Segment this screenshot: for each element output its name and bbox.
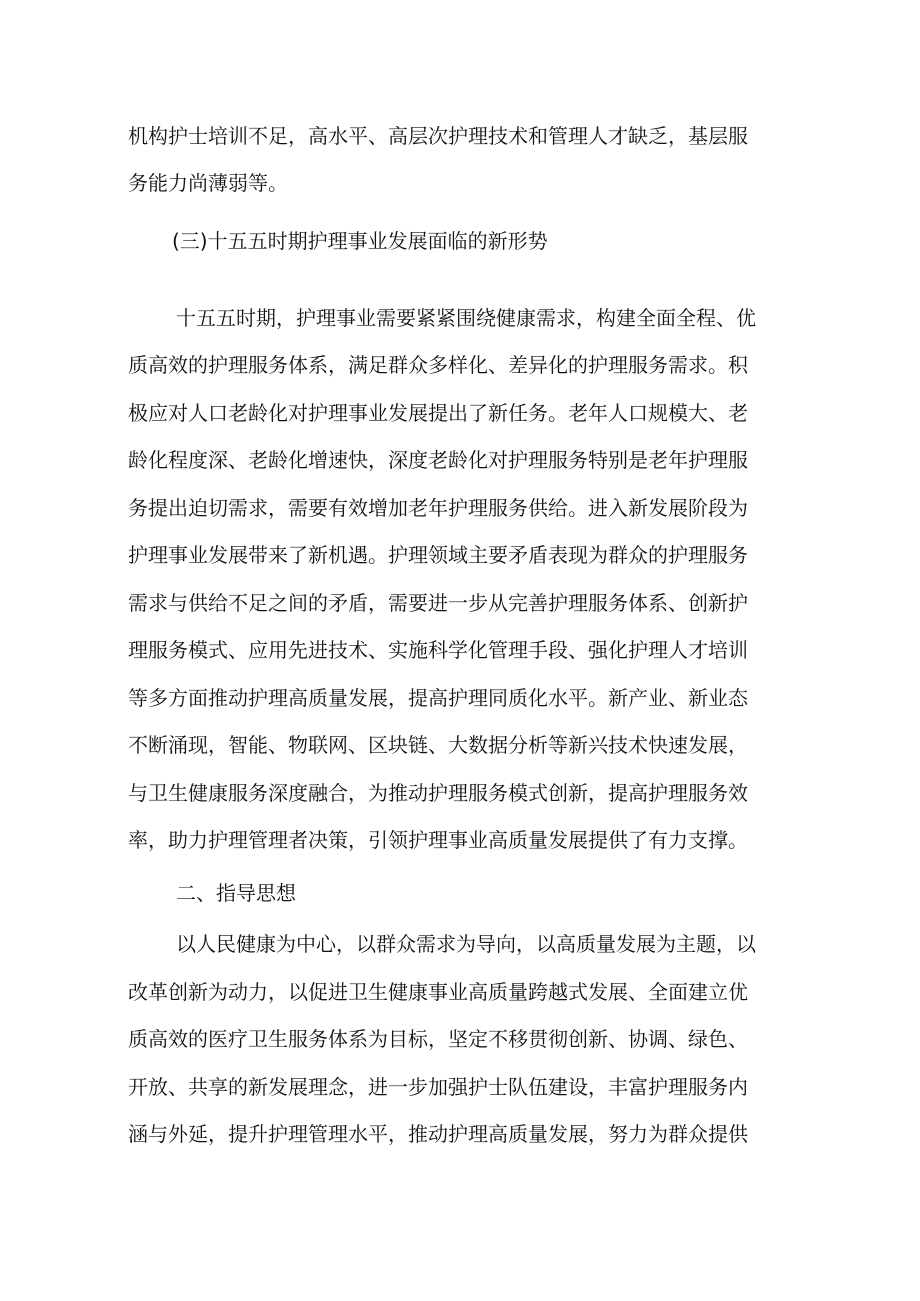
text-line: 质高效的护理服务体系，满足群众多样化、差异化的护理服务需求。积 [128, 353, 748, 377]
text-line: 机构护士培训不足，高水平、高层次护理技术和管理人才缺乏，基层服 [128, 124, 748, 148]
text-line: 务能力尚薄弱等。 [128, 171, 288, 195]
text-line: 与卫生健康服务深度融合，为推动护理服务模式创新，提高护理服务效 [128, 781, 748, 805]
section-heading-3: (三)十五五时期护理事业发展面临的新形势 [172, 229, 548, 253]
text-line: 务提出迫切需求，需要有效增加老年护理服务供给。进入新发展阶段为 [128, 496, 748, 520]
text-line: 需求与供给不足之间的矛盾，需要进一步从完善护理服务体系、创新护 [128, 591, 748, 615]
text-line: 等多方面推动护理高质量发展，提高护理同质化水平。新产业、新业态 [128, 686, 748, 710]
text-line: 不断涌现，智能、物联网、区块链、大数据分析等新兴技术快速发展， [128, 733, 748, 757]
text-line: 率，助力护理管理者决策，引领护理事业高质量发展提供了有力支撑。 [128, 828, 748, 852]
text-line: 极应对人口老龄化对护理事业发展提出了新任务。老年人口规模大、老 [128, 401, 748, 425]
text-line: 龄化程度深、老龄化增速快，深度老龄化对护理服务特别是老年护理服 [128, 448, 748, 472]
text-line: 质高效的医疗卫生服务体系为目标，坚定不移贯彻创新、协调、绿色、 [128, 1027, 748, 1051]
text-line: 以人民健康为中心，以群众需求为导向，以高质量发展为主题，以 [176, 932, 756, 956]
text-line: 开放、共享的新发展理念，进一步加强护士队伍建设，丰富护理服务内 [128, 1075, 748, 1099]
text-line: 护理事业发展带来了新机遇。护理领域主要矛盾表现为群众的护理服务 [128, 543, 748, 567]
section-heading-2: 二、指导思想 [176, 881, 296, 905]
text-line: 改革创新为动力，以促进卫生健康事业高质量跨越式发展、全面建立优 [128, 980, 748, 1004]
text-line: 理服务模式、应用先进技术、实施科学化管理手段、强化护理人才培训 [128, 638, 748, 662]
text-line: 涵与外延，提升护理管理水平，推动护理高质量发展，努力为群众提供 [128, 1122, 748, 1146]
text-line: 十五五时期，护理事业需要紧紧围绕健康需求，构建全面全程、优 [176, 306, 756, 330]
